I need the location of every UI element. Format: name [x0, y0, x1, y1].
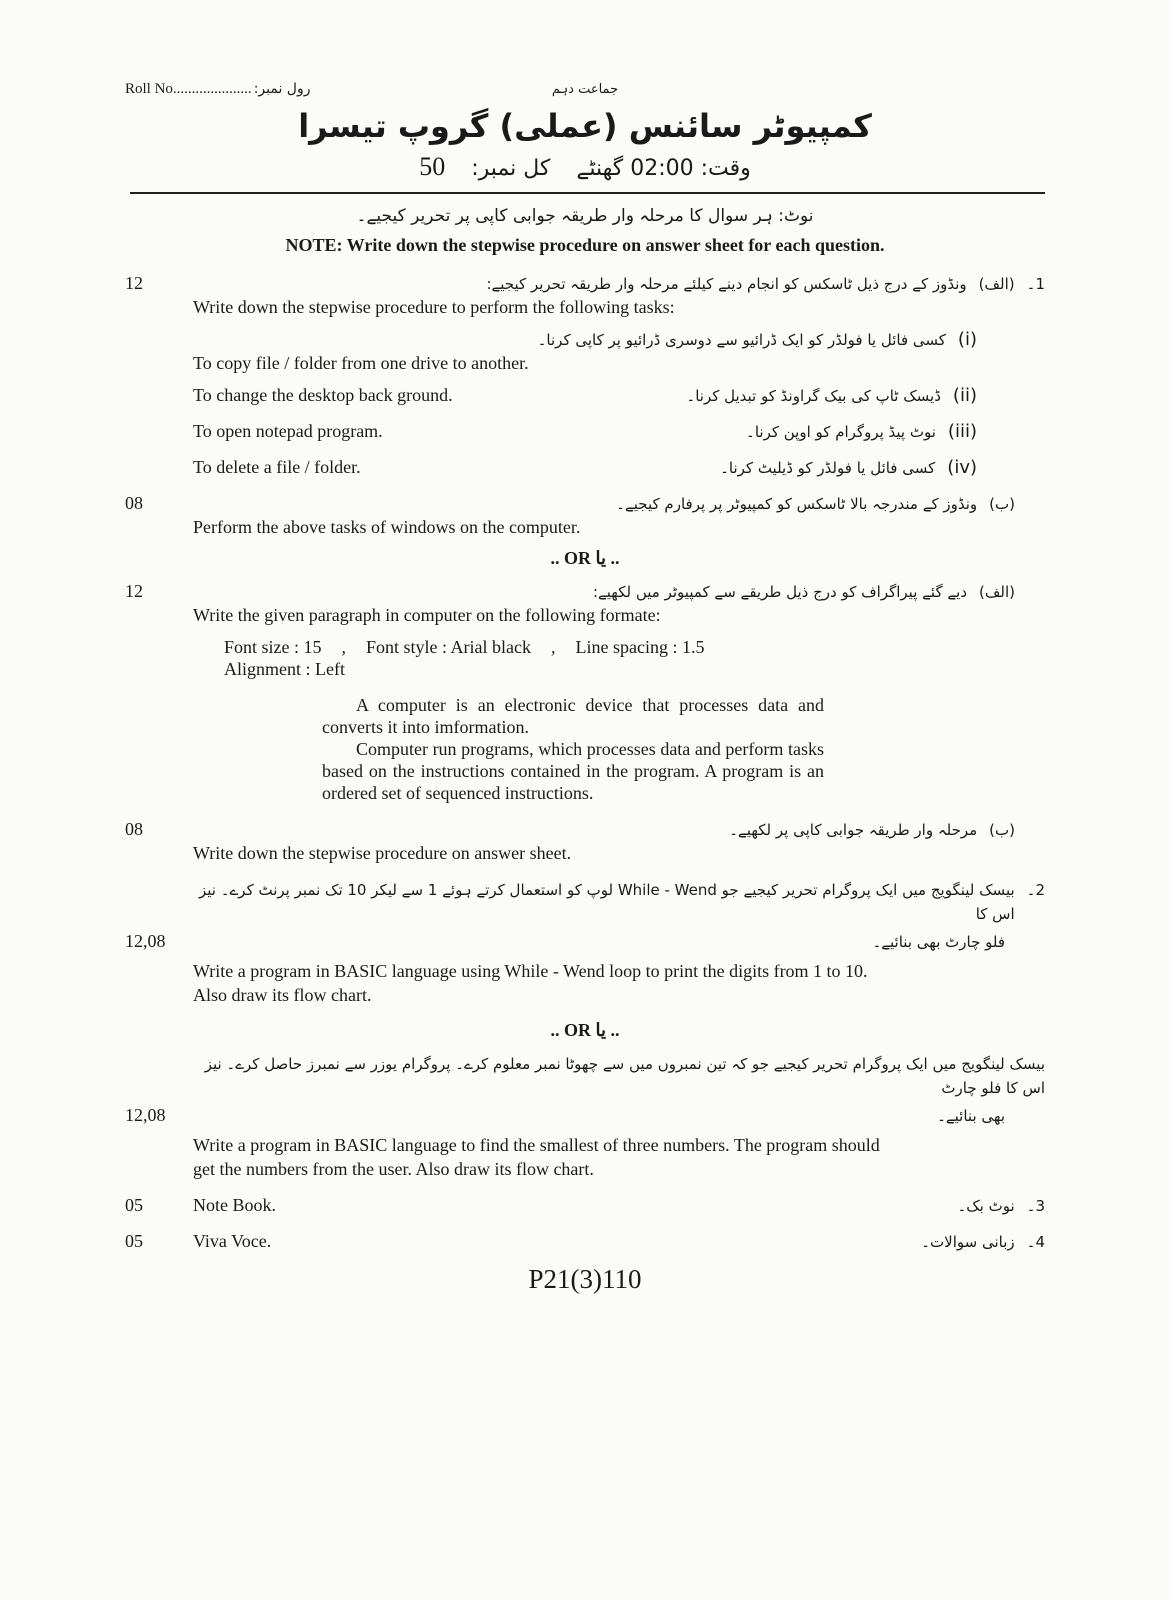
q1-alt-b-urdu: مرحلہ وار طریقہ جوابی کاپی پر لکھیے۔	[729, 821, 978, 839]
item-urdu: کسی فائل یا فولڈر کو ایک ڈرائیو سے دوسری ڈرائیو پر کاپی کرنا۔	[537, 331, 946, 349]
q1a-urdu: ونڈوز کے درج ذیل ٹاسکس کو انجام دینے کیلئے مرحلہ وار طریقہ تحریر کیجیے:	[486, 275, 967, 293]
item-row	[125, 420, 1045, 444]
exam-paper	[125, 70, 1045, 1296]
q1a-row	[125, 272, 1045, 296]
exam-title: کمپیوٹر سائنس (عملی) گروپ تیسرا	[298, 107, 872, 145]
item-num: (i)	[957, 329, 977, 350]
time-marks-row	[125, 152, 1045, 184]
q1b-marks: 08	[125, 493, 143, 513]
q1-alt-b-urdu-group	[729, 818, 1015, 842]
q2-alt-urdu-row-2	[125, 1104, 1045, 1128]
q2-alt-english-line2: get the numbers from the user. Also draw its flow chart.	[193, 1159, 594, 1179]
q1-number: 1۔	[1026, 275, 1045, 293]
item-urdu-group	[538, 328, 977, 352]
q1-alt-a-label: (الف)	[979, 583, 1015, 601]
q4-urdu-group	[921, 1230, 1045, 1254]
q2-urdu-line1: بیسک لینگویج میں ایک پروگرام تحریر کیجیے جو While - Wend لوپ کو استعمال کرتے ہوئے 1 سے لیکر 10 تک نمبر پرنٹ کرے۔ نیز اس کا	[198, 881, 1015, 923]
item-english: To copy file / folder from one drive to another.	[193, 353, 529, 373]
separator: ,	[550, 637, 556, 657]
format-specs	[125, 636, 1045, 680]
q2-alt-marks: 12,08	[125, 1105, 166, 1125]
q1-alt-b-row	[125, 818, 1045, 842]
item-row	[125, 384, 1045, 408]
sample-paragraph	[322, 694, 824, 804]
q4-english: Viva Voce.	[193, 1231, 272, 1251]
time-label: وقت: 02:00 گھنٹے	[576, 156, 751, 181]
q4-marks: 05	[125, 1231, 143, 1251]
q2-urdu-row	[125, 878, 1045, 926]
q3-english: Note Book.	[193, 1195, 276, 1215]
q1b-label: (ب)	[989, 495, 1015, 513]
item-num: (ii)	[952, 385, 977, 406]
q4-number: 4۔	[1026, 1233, 1045, 1251]
q1-alt-b-marks: 08	[125, 819, 143, 839]
roll-no-field	[125, 77, 552, 101]
item-english: To open notepad program.	[193, 421, 383, 441]
item-row	[125, 328, 1045, 352]
q3-marks: 05	[125, 1195, 143, 1215]
q1b-urdu: ونڈوز کے مندرجہ بالا ٹاسکس کو کمپیوٹر پر پرفارم کیجیے۔	[616, 495, 978, 513]
q1a-english: Write down the stepwise procedure to perform the following tasks:	[193, 297, 675, 317]
header-top-row	[125, 70, 1045, 102]
q1a-marks: 12	[125, 273, 143, 293]
q1-alt-a-marks: 12	[125, 581, 143, 601]
q1a-label: (الف)	[978, 275, 1015, 293]
or-separator: .. OR یا ..	[550, 1020, 620, 1040]
total-marks: 50	[419, 152, 446, 181]
item-urdu: نوٹ پیڈ پروگرام کو اوپن کرنا۔	[746, 423, 936, 441]
q4-row	[125, 1230, 1045, 1254]
q1b-urdu-group	[616, 492, 1015, 516]
q2-english-line1: Write a program in BASIC language using While - Wend loop to print the digits from 1 to 10.	[193, 961, 868, 981]
q2-number: 2۔	[1026, 881, 1045, 899]
item-urdu-group	[720, 456, 977, 480]
q1b-english: Perform the above tasks of windows on the computer.	[193, 517, 581, 537]
q3-row	[125, 1194, 1045, 1218]
item-num: (iv)	[947, 457, 977, 478]
item-urdu: کسی فائل یا فولڈر کو ڈیلیٹ کرنا۔	[720, 459, 936, 477]
q1b-row	[125, 492, 1045, 516]
line-spacing-spec: Line spacing : 1.5	[575, 637, 705, 657]
q2-alt-urdu-line2: بھی بنائیے۔	[937, 1107, 1005, 1125]
q1-alt-a-urdu-group	[593, 580, 1015, 604]
font-size-spec: Font size : 15	[224, 637, 322, 657]
or-separator: .. OR یا ..	[550, 548, 620, 568]
item-num: (iii)	[947, 421, 977, 442]
roll-no-label: Roll No.....................	[125, 81, 252, 97]
q3-urdu: نوٹ بک۔	[957, 1197, 1015, 1215]
q1-alt-a-row	[125, 580, 1045, 604]
format-specs-line	[224, 636, 1045, 658]
q2-alt-english-line1: Write a program in BASIC language to find the smallest of three numbers. The program should	[193, 1135, 880, 1155]
q2-marks: 12,08	[125, 931, 166, 951]
header-divider	[130, 192, 1045, 194]
item-urdu-group	[746, 420, 977, 444]
q1a-urdu-group	[486, 272, 1045, 296]
paragraph-2: Computer run programs, which processes data and perform tasks based on the instructions contained in the program. A program is an ordered set of sequenced instructions.	[322, 739, 824, 803]
marks-label: کل نمبر:	[471, 156, 551, 181]
q1-alt-b-english: Write down the stepwise procedure on answer sheet.	[193, 843, 572, 863]
q1-alt-a-urdu: دیے گئے پیراگراف کو درج ذیل طریقے سے کمپیوٹر میں لکھیے:	[592, 583, 968, 601]
q2-alt-urdu-line1: بیسک لینگویج میں ایک پروگرام تحریر کیجیے جو کہ تین نمبروں میں سے چھوٹا نمبر معلوم کرے۔ پروگرام یوزر سے نمبرز حاصل کرے۔ نیز اس کا فلو چارٹ	[204, 1055, 1045, 1097]
q3-number: 3۔	[1026, 1197, 1045, 1215]
q2-urdu-row-2	[125, 930, 1045, 954]
class-urdu: جماعت دہم	[551, 82, 619, 97]
item-english: To change the desktop back ground.	[193, 385, 453, 405]
item-urdu-group	[686, 384, 977, 408]
item-urdu: ڈیسک ٹاپ کی بیک گراونڈ کو تبدیل کرنا۔	[686, 387, 941, 405]
q3-urdu-group	[957, 1194, 1045, 1218]
q1-alt-a-english: Write the given paragraph in computer on the following formate:	[193, 605, 661, 625]
item-english: To delete a file / folder.	[193, 457, 361, 477]
q2-alt-urdu-row	[125, 1052, 1045, 1100]
note-english: NOTE: Write down the stepwise procedure on answer sheet for each question.	[285, 235, 885, 255]
paper-code: P21(3)110	[528, 1264, 642, 1294]
separator: ,	[341, 637, 346, 657]
roll-no-urdu: رول نمبر:	[253, 81, 311, 97]
q4-urdu: زبانی سوالات۔	[921, 1233, 1015, 1251]
font-style-spec: Font style : Arial black	[366, 637, 531, 657]
q2-english-line2: Also draw its flow chart.	[193, 985, 372, 1005]
q2-urdu-group	[193, 878, 1045, 926]
q2-urdu-line2: فلو چارٹ بھی بنائیے۔	[872, 933, 1005, 951]
paragraph-1: A computer is an electronic device that processes data and converts it into imformation.	[322, 695, 824, 737]
note-urdu: نوٹ: ہر سوال کا مرحلہ وار طریقہ جوابی کاپی پر تحریر کیجیے۔	[356, 206, 814, 226]
q1-alt-b-label: (ب)	[989, 821, 1015, 839]
alignment-spec: Alignment : Left	[224, 659, 345, 679]
q2-alt-urdu-group	[193, 1052, 1045, 1100]
item-row	[125, 456, 1045, 480]
